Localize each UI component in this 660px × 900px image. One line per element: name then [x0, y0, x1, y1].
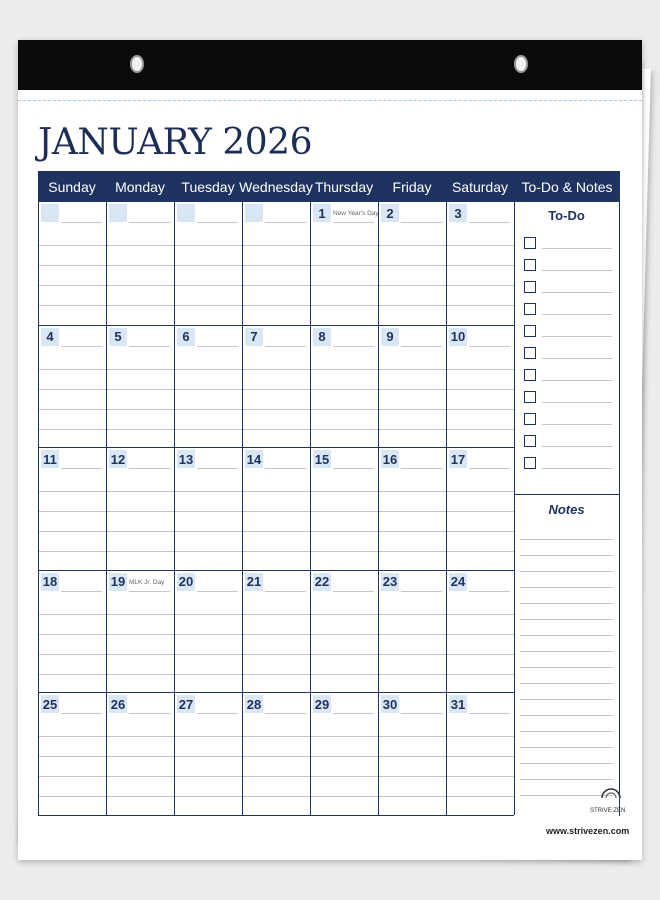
checkbox-icon	[524, 237, 536, 249]
holiday-label: MLK Jr. Day	[129, 578, 165, 586]
checkbox-icon	[524, 347, 536, 359]
weekday-saturday: Saturday	[451, 178, 509, 195]
todo-list	[524, 232, 612, 474]
day-cell	[311, 570, 379, 693]
day-cell	[107, 202, 175, 325]
checkbox-icon	[524, 457, 536, 469]
day-header-line	[469, 591, 510, 592]
weekday-friday: Friday	[392, 178, 432, 195]
day-number: 21	[246, 574, 262, 590]
day-cell	[175, 692, 243, 815]
day-header-line	[401, 222, 442, 223]
day-number: 20	[178, 574, 194, 590]
day-cell	[447, 447, 515, 570]
day-header-line	[61, 591, 102, 592]
day-cell	[243, 570, 311, 693]
calendar-page	[18, 40, 642, 860]
day-number: 6	[177, 328, 195, 346]
day-header-line	[129, 222, 170, 223]
day-header-line	[197, 222, 238, 223]
todo-item	[524, 452, 612, 474]
hanging-hole-left	[130, 55, 144, 73]
todo-line	[542, 238, 612, 249]
day-header-line	[265, 346, 306, 347]
day-number: 4	[41, 328, 59, 346]
day-number: 23	[382, 574, 398, 590]
day-cell	[175, 325, 243, 448]
weekday-thursday: Thursday	[314, 178, 374, 195]
todo-line	[542, 414, 612, 425]
todo-item	[524, 232, 612, 254]
day-number: 22	[314, 574, 330, 590]
day-header-line	[61, 222, 102, 223]
day-header-line	[265, 591, 306, 592]
day-header-line	[129, 713, 170, 714]
todo-item	[524, 342, 612, 364]
day-cell	[39, 202, 107, 325]
day-number	[41, 204, 59, 222]
day-cell	[379, 202, 447, 325]
day-header-line	[469, 222, 510, 223]
day-header-line	[401, 468, 442, 469]
day-number: 10	[450, 329, 466, 345]
todo-line	[542, 436, 612, 447]
day-cell	[107, 692, 175, 815]
day-cell	[243, 202, 311, 325]
day-cell	[243, 325, 311, 448]
binder-strip	[18, 40, 642, 90]
notes-divider	[514, 494, 619, 495]
day-cell	[175, 202, 243, 325]
month-title: JANUARY 2026	[38, 122, 312, 163]
day-cell	[447, 202, 515, 325]
day-number	[245, 204, 263, 222]
day-cell	[39, 325, 107, 448]
day-number: 13	[178, 451, 194, 467]
day-header-line	[401, 713, 442, 714]
day-number	[177, 204, 195, 222]
day-number: 24	[450, 574, 466, 590]
day-header-line	[61, 346, 102, 347]
checkbox-icon	[524, 369, 536, 381]
website-url: www.strivezen.com	[546, 826, 630, 836]
day-number: 31	[450, 696, 466, 712]
day-number: 15	[314, 451, 330, 467]
day-header-line	[401, 591, 442, 592]
day-cell	[379, 692, 447, 815]
day-cell	[39, 692, 107, 815]
day-number: 30	[382, 696, 398, 712]
day-cell	[379, 325, 447, 448]
todo-title: To-Do	[548, 208, 585, 223]
todo-notes-panel	[514, 202, 620, 816]
day-header-line	[265, 713, 306, 714]
day-header-line	[197, 591, 238, 592]
day-number: 27	[178, 696, 194, 712]
todo-notes-header: To-Do & Notes	[521, 178, 613, 195]
todo-item	[524, 254, 612, 276]
day-number	[109, 204, 127, 222]
todo-line	[542, 282, 612, 293]
notes-lines	[520, 524, 613, 804]
todo-item	[524, 408, 612, 430]
day-header-line	[61, 713, 102, 714]
day-cell	[379, 570, 447, 693]
day-cell	[311, 692, 379, 815]
todo-line	[542, 392, 612, 403]
day-number: 26	[110, 696, 126, 712]
day-header-line	[469, 468, 510, 469]
day-number: 12	[110, 451, 126, 467]
day-number: 9	[381, 328, 399, 346]
day-cell	[447, 325, 515, 448]
day-number: 16	[382, 451, 398, 467]
day-cell	[107, 325, 175, 448]
day-number: 8	[313, 328, 331, 346]
brand-name: STRIVE ZEN	[590, 808, 626, 814]
day-cell	[311, 447, 379, 570]
day-number: 3	[449, 204, 467, 222]
day-header-line	[129, 346, 170, 347]
day-cell	[107, 447, 175, 570]
day-header-line	[333, 222, 374, 223]
day-header-line	[197, 468, 238, 469]
todo-line	[542, 458, 612, 469]
todo-item	[524, 386, 612, 408]
day-cell	[379, 447, 447, 570]
weekday-sunday: Sunday	[48, 178, 96, 195]
day-cell	[175, 570, 243, 693]
day-number: 7	[245, 328, 263, 346]
day-cell	[243, 692, 311, 815]
hanging-hole-right	[514, 55, 528, 73]
todo-line	[542, 370, 612, 381]
day-header-line	[129, 468, 170, 469]
day-header-line	[129, 591, 170, 592]
todo-line	[542, 326, 612, 337]
day-header-line	[197, 713, 238, 714]
day-number: 28	[246, 696, 262, 712]
weekday-header	[38, 171, 620, 202]
weekday-monday: Monday	[115, 178, 165, 195]
weekday-tuesday: Tuesday	[181, 178, 235, 195]
day-header-line	[197, 346, 238, 347]
todo-item	[524, 320, 612, 342]
day-header-line	[333, 346, 374, 347]
strivezen-logo-icon	[598, 782, 624, 808]
todo-item	[524, 430, 612, 452]
day-number: 11	[41, 450, 59, 468]
holiday-label: New Year's Day	[333, 210, 379, 217]
day-header-line	[265, 468, 306, 469]
day-cell	[311, 325, 379, 448]
checkbox-icon	[524, 303, 536, 315]
notes-title: Notes	[548, 502, 585, 517]
day-cell	[447, 570, 515, 693]
day-number: 14	[246, 451, 262, 467]
todo-line	[542, 348, 612, 359]
day-cell	[243, 447, 311, 570]
day-cell	[311, 202, 379, 325]
day-header-line	[469, 346, 510, 347]
day-number: 25	[42, 696, 58, 712]
todo-line	[542, 304, 612, 315]
day-header-line	[333, 591, 374, 592]
calendar-grid	[38, 202, 514, 816]
todo-item	[524, 364, 612, 386]
day-cell	[107, 570, 175, 693]
checkbox-icon	[524, 281, 536, 293]
day-header-line	[265, 222, 306, 223]
todo-item	[524, 276, 612, 298]
day-cell	[39, 447, 107, 570]
weekday-wednesday: Wednesday	[239, 178, 313, 195]
todo-line	[542, 260, 612, 271]
day-header-line	[61, 468, 102, 469]
checkbox-icon	[524, 259, 536, 271]
checkbox-icon	[524, 435, 536, 447]
day-number: 2	[381, 204, 399, 222]
todo-item	[524, 298, 612, 320]
checkbox-icon	[524, 391, 536, 403]
day-number: 29	[314, 696, 330, 712]
day-header-line	[333, 713, 374, 714]
day-number: 17	[450, 451, 466, 467]
perforation-line	[18, 100, 642, 101]
day-number: 5	[109, 328, 127, 346]
day-cell	[39, 570, 107, 693]
day-header-line	[333, 468, 374, 469]
day-number: 1	[313, 204, 331, 222]
day-cell	[175, 447, 243, 570]
checkbox-icon	[524, 413, 536, 425]
day-header-line	[401, 346, 442, 347]
day-header-line	[469, 713, 510, 714]
day-number: 18	[42, 574, 58, 590]
checkbox-icon	[524, 325, 536, 337]
day-cell	[447, 692, 515, 815]
day-number: 19	[110, 574, 126, 590]
